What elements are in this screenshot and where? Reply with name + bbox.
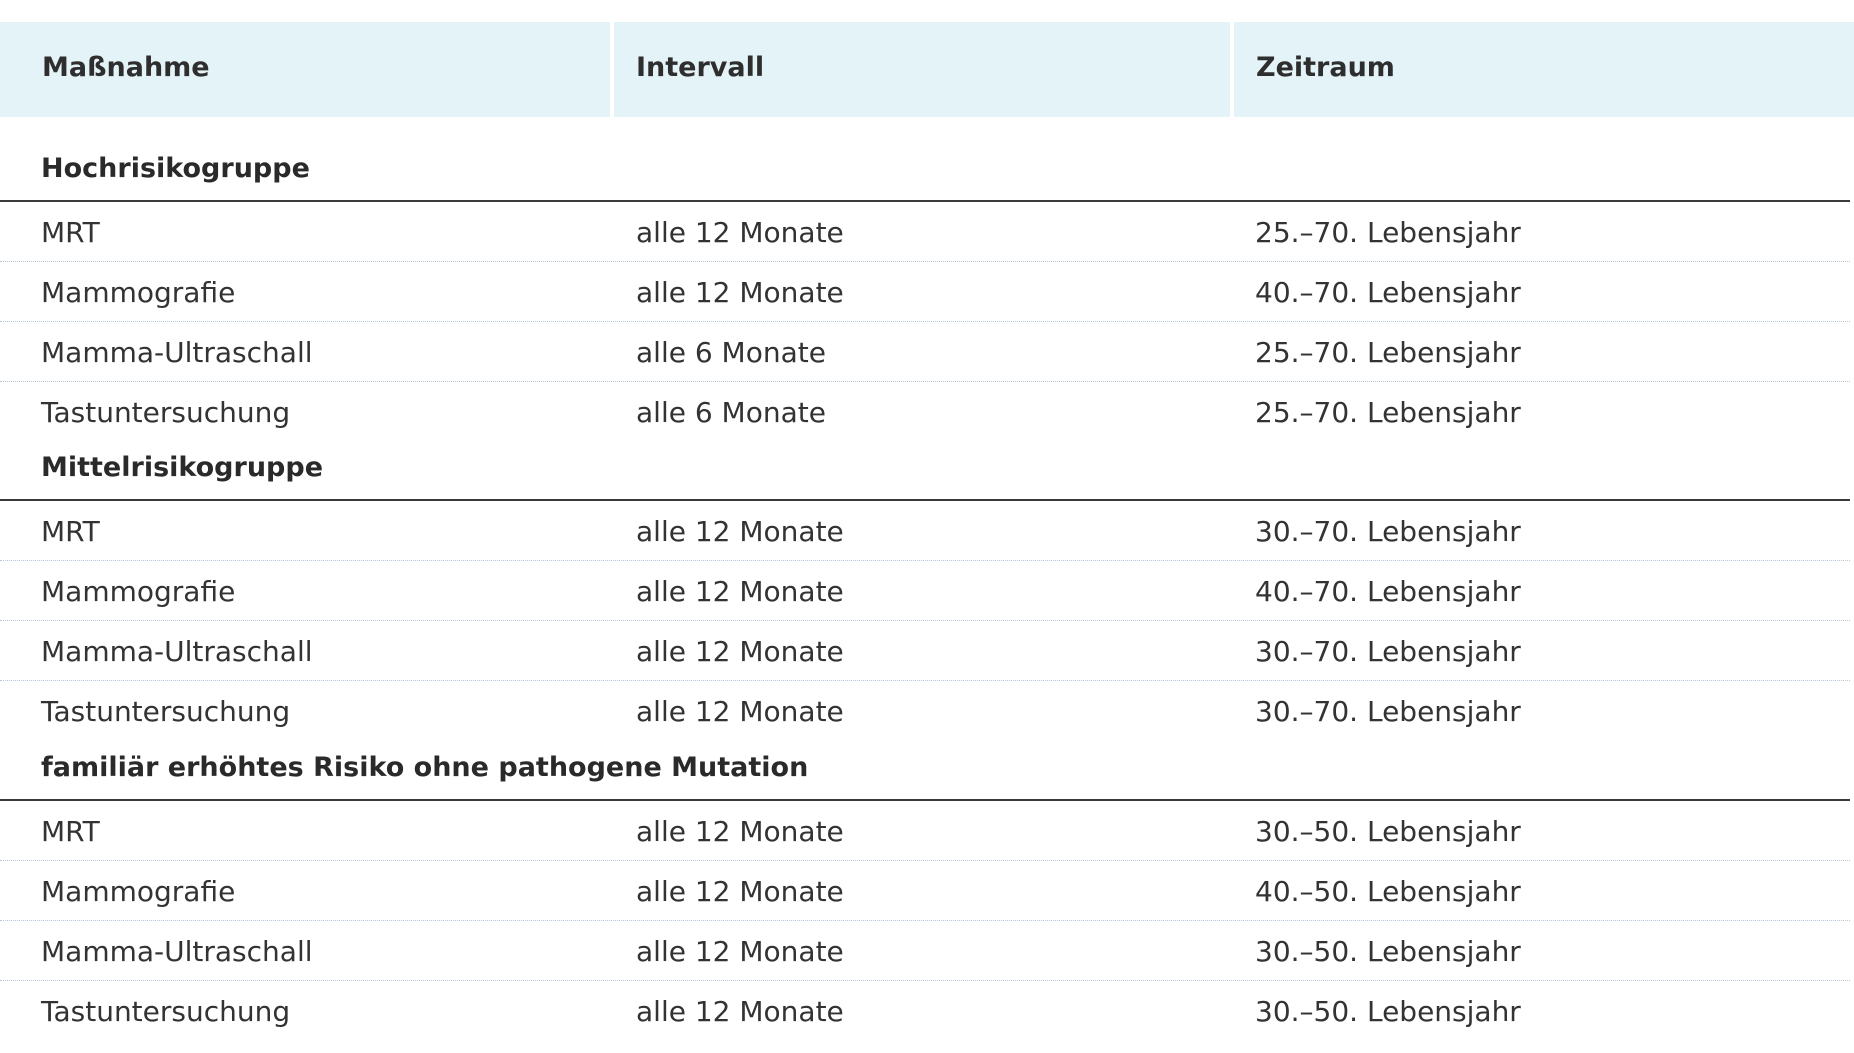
column-header-label: Zeitraum bbox=[1256, 52, 1395, 83]
table-row bbox=[0, 981, 1850, 1041]
cell-massnahme: Tastuntersuchung bbox=[41, 695, 291, 728]
cell-massnahme: Mammografie bbox=[41, 276, 236, 309]
cell-intervall: alle 12 Monate bbox=[636, 935, 844, 968]
cell-intervall: alle 12 Monate bbox=[636, 216, 844, 249]
table-row bbox=[0, 561, 1850, 621]
column-header-intervall bbox=[614, 22, 1230, 117]
table-row bbox=[0, 861, 1850, 921]
table-row bbox=[0, 501, 1850, 561]
cell-intervall: alle 12 Monate bbox=[636, 276, 844, 309]
table-row bbox=[0, 921, 1850, 981]
cell-massnahme: Mamma-Ultraschall bbox=[41, 935, 313, 968]
cell-zeitraum: 40.–70. Lebensjahr bbox=[1255, 575, 1521, 608]
cell-massnahme: Mammografie bbox=[41, 875, 236, 908]
cell-zeitraum: 25.–70. Lebensjahr bbox=[1255, 216, 1521, 249]
group-title-mittelrisikogruppe: Mittelrisikogruppe bbox=[41, 452, 324, 483]
cell-massnahme: MRT bbox=[41, 515, 100, 548]
cell-zeitraum: 30.–70. Lebensjahr bbox=[1255, 515, 1521, 548]
column-header-label: Maßnahme bbox=[42, 52, 210, 83]
cell-zeitraum: 40.–70. Lebensjahr bbox=[1255, 276, 1521, 309]
group-title-hochrisikogruppe: Hochrisikogruppe bbox=[41, 153, 310, 184]
cell-intervall: alle 12 Monate bbox=[636, 515, 844, 548]
cell-intervall: alle 6 Monate bbox=[636, 396, 826, 429]
cell-intervall: alle 12 Monate bbox=[636, 875, 844, 908]
cell-zeitraum: 30.–50. Lebensjahr bbox=[1255, 815, 1521, 848]
cell-intervall: alle 12 Monate bbox=[636, 815, 844, 848]
table-row bbox=[0, 382, 1850, 442]
table-row bbox=[0, 621, 1850, 681]
cell-zeitraum: 30.–50. Lebensjahr bbox=[1255, 995, 1521, 1028]
cell-intervall: alle 12 Monate bbox=[636, 995, 844, 1028]
cell-zeitraum: 25.–70. Lebensjahr bbox=[1255, 396, 1521, 429]
group-title-familiaer-erhoehtes-risiko: familiär erhöhtes Risiko ohne pathogene Mutation bbox=[41, 752, 809, 783]
cell-intervall: alle 12 Monate bbox=[636, 695, 844, 728]
cell-zeitraum: 30.–70. Lebensjahr bbox=[1255, 695, 1521, 728]
cell-intervall: alle 12 Monate bbox=[636, 575, 844, 608]
cell-zeitraum: 40.–50. Lebensjahr bbox=[1255, 875, 1521, 908]
column-header-massnahme bbox=[0, 22, 610, 117]
cell-massnahme: Mamma-Ultraschall bbox=[41, 336, 313, 369]
table-row bbox=[0, 322, 1850, 382]
cell-intervall: alle 6 Monate bbox=[636, 336, 826, 369]
cell-massnahme: MRT bbox=[41, 815, 100, 848]
column-header-zeitraum bbox=[1234, 22, 1854, 117]
cell-massnahme: MRT bbox=[41, 216, 100, 249]
cell-zeitraum: 30.–70. Lebensjahr bbox=[1255, 635, 1521, 668]
cell-zeitraum: 30.–50. Lebensjahr bbox=[1255, 935, 1521, 968]
cell-massnahme: Mamma-Ultraschall bbox=[41, 635, 313, 668]
column-header-label: Intervall bbox=[636, 52, 765, 83]
cell-zeitraum: 25.–70. Lebensjahr bbox=[1255, 336, 1521, 369]
cell-massnahme: Tastuntersuchung bbox=[41, 995, 291, 1028]
table-row bbox=[0, 202, 1850, 262]
cell-massnahme: Mammografie bbox=[41, 575, 236, 608]
cell-intervall: alle 12 Monate bbox=[636, 635, 844, 668]
table-row bbox=[0, 681, 1850, 741]
table-row bbox=[0, 801, 1850, 861]
cell-massnahme: Tastuntersuchung bbox=[41, 396, 291, 429]
table-row bbox=[0, 262, 1850, 322]
